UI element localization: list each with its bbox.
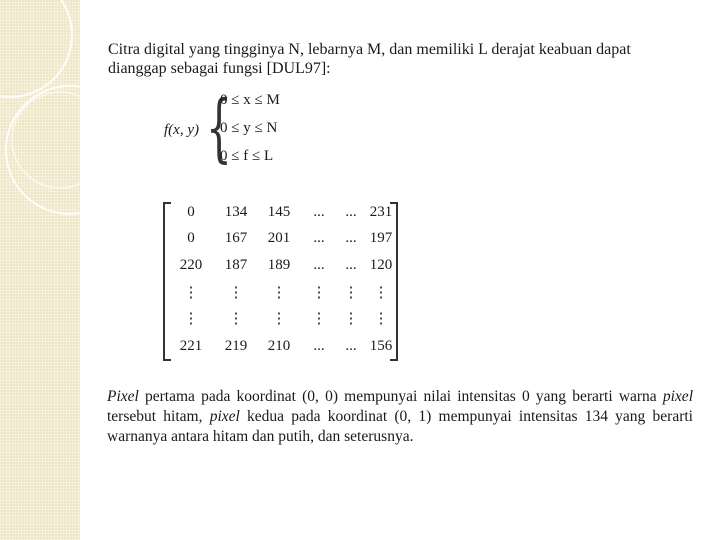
intro-text: [108, 40, 698, 78]
matrix-cell: ⋮: [228, 311, 244, 327]
matrix-row: [171, 230, 393, 254]
paragraph-text: tersebut hitam,: [107, 408, 210, 425]
matrix-cell: 201: [267, 230, 291, 246]
matrix-cell: ⋮: [343, 285, 359, 301]
function-definition: [160, 85, 360, 171]
matrix-cell: 221: [179, 338, 203, 354]
matrix-cell: ⋮: [271, 285, 287, 301]
matrix-cell: ⋮: [311, 285, 327, 301]
paragraph-text: pertama pada koordinat (0, 0) mempunyai nilai intensitas 0 yang berarti warna: [138, 388, 663, 405]
matrix-cell: 0: [187, 230, 195, 246]
condition-y: 0 ≤ y ≤ N: [220, 120, 278, 136]
condition-f: 0 ≤ f ≤ L: [220, 148, 274, 164]
matrix-cell: 231: [369, 204, 393, 220]
matrix-cell: ⋮: [311, 311, 327, 327]
matrix-cell: ⋮: [183, 285, 199, 301]
function-label: f(x, y): [164, 122, 199, 138]
matrix-cell: ⋮: [183, 311, 199, 327]
pixel-matrix: [163, 200, 398, 358]
paragraph-text: kedua pada koordinat (0, 1) mempunyai intensitas 134 yang berarti warnanya antara hitam dan putih, dan seterusnya.: [107, 408, 693, 445]
matrix-left-bracket: [163, 202, 171, 361]
pixel-word: Pixel: [107, 388, 139, 405]
pixel-word: pixel: [209, 408, 240, 425]
matrix-cell: ...: [345, 338, 357, 354]
matrix-cell: 145: [267, 204, 291, 220]
matrix-cell: ...: [313, 257, 325, 273]
matrix-cell: ...: [345, 257, 357, 273]
matrix-cell: 189: [267, 257, 291, 273]
matrix-cell: ⋮: [228, 285, 244, 301]
matrix-cell: ⋮: [271, 311, 287, 327]
matrix-cell: 156: [369, 338, 393, 354]
matrix-cell: ...: [345, 204, 357, 220]
left-brace: {: [206, 85, 232, 171]
matrix-cell: ⋮: [373, 285, 389, 301]
matrix-cell: ⋮: [373, 311, 389, 327]
matrix-cell: ⋮: [343, 311, 359, 327]
intro-line-1: Citra digital yang tingginya N, lebarnya M, dan memiliki L derajat keabuan dapat: [108, 41, 631, 58]
matrix-cell: ...: [313, 230, 325, 246]
matrix-cell: ...: [313, 204, 325, 220]
pixel-word: pixel: [662, 388, 693, 405]
matrix-cell: 0: [187, 204, 195, 220]
matrix-row: [171, 257, 393, 281]
matrix-cell: 187: [224, 257, 248, 273]
matrix-cell: 210: [267, 338, 291, 354]
matrix-cell: ...: [313, 338, 325, 354]
matrix-row: [171, 338, 393, 362]
matrix-cell: ...: [345, 230, 357, 246]
matrix-row: [171, 309, 390, 333]
matrix-row: [171, 204, 393, 228]
decorative-circles: [0, 0, 140, 260]
intro-line-2: dianggap sebagai fungsi [DUL97]:: [108, 60, 331, 77]
matrix-cell: 134: [224, 204, 248, 220]
matrix-cell: 167: [224, 230, 248, 246]
matrix-cell: 120: [369, 257, 393, 273]
matrix-cell: 219: [224, 338, 248, 354]
condition-x: 0 ≤ x ≤ M: [220, 92, 280, 108]
matrix-cell: 220: [179, 257, 203, 273]
matrix-row: [171, 283, 390, 307]
explanation-paragraph: [107, 387, 693, 447]
matrix-cell: 197: [369, 230, 393, 246]
